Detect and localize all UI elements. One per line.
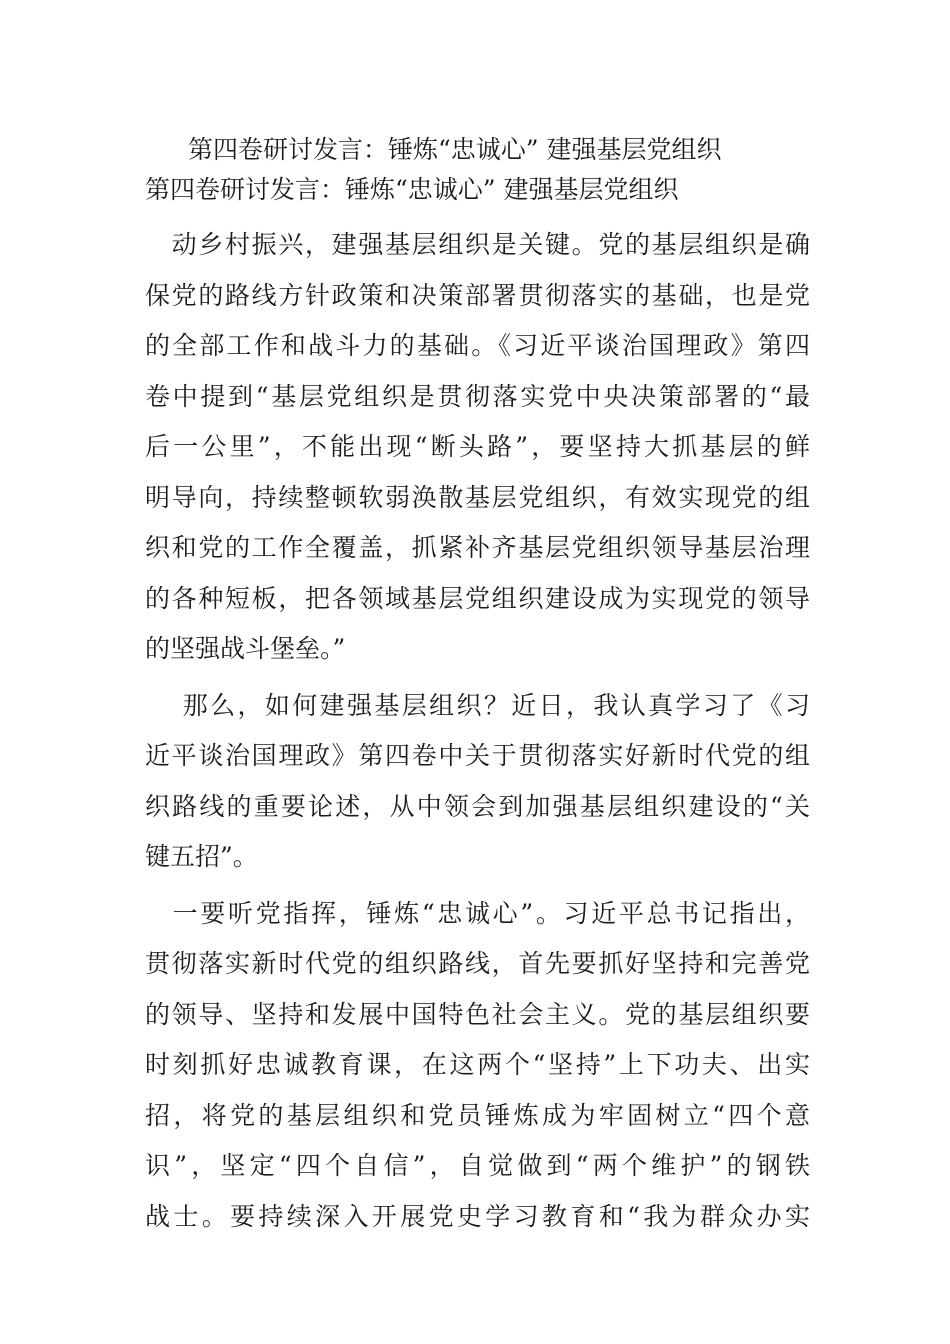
text-line: 识”，坚定“四个自信”，自觉做到“两个维护”的钢铁	[145, 1151, 810, 1180]
text-line: 卷中提到“基层党组织是贯彻落实党中央决策部署的“最	[145, 381, 810, 411]
text-line: 键五招”。	[145, 842, 258, 871]
document-title: 第四卷研讨发言：锤炼“忠诚心” 建强基层党组织	[188, 135, 722, 164]
text-line: 那么，如何建强基层组织？近日，我认真学习了《习	[145, 690, 810, 720]
text-line: 动乡村振兴，建强基层组织是关键。党的基层组织是确	[145, 230, 810, 259]
document-subtitle: 第四卷研讨发言：锤炼“忠诚心” 建强基层党组织	[145, 175, 679, 204]
text-line: 织和党的工作全覆盖，抓紧补齐基层党组织领导基层治理	[145, 533, 810, 562]
text-line: 时刻抓好忠诚教育课，在这两个“坚持”上下功夫、出实	[145, 1050, 810, 1079]
paragraph-1	[145, 220, 810, 675]
text-line: 织路线的重要论述，从中领会到加强基层组织建设的“关	[145, 791, 810, 821]
text-line: 的领导、坚持和发展中国特色社会主义。党的基层组织要	[145, 999, 810, 1029]
text-line: 战士。要持续深入开展党史学习教育和“我为群众办实	[145, 1201, 810, 1231]
document-page	[145, 130, 810, 1242]
text-line: 近平谈治国理政》第四卷中关于贯彻落实好新时代党的组	[145, 741, 810, 770]
text-line: 一要听党指挥，锤炼“忠诚心”。习近平总书记指出，	[145, 898, 810, 928]
text-line: 招，将党的基层组织和党员锤炼成为牢固树立“四个意	[145, 1100, 810, 1130]
paragraph-3	[145, 889, 810, 1243]
paragraph-2	[145, 681, 810, 883]
text-line: 明导向，持续整顿软弱涣散基层党组织，有效实现党的组	[145, 482, 810, 512]
text-line: 后一公里”，不能出现“断头路”，要坚持大抓基层的鲜	[145, 432, 810, 461]
text-line: 贯彻落实新时代党的组织路线，首先要抓好坚持和完善党	[145, 949, 810, 978]
text-line: 保党的路线方针政策和决策部署贯彻落实的基础，也是党	[145, 280, 810, 310]
text-line: 的各种短板，把各领域基层党组织建设成为实现党的领导	[145, 583, 810, 613]
text-line: 的坚强战斗堡垒。”	[145, 634, 346, 663]
text-line: 的全部工作和战斗力的基础。《习近平谈治国理政》第四	[145, 331, 810, 360]
